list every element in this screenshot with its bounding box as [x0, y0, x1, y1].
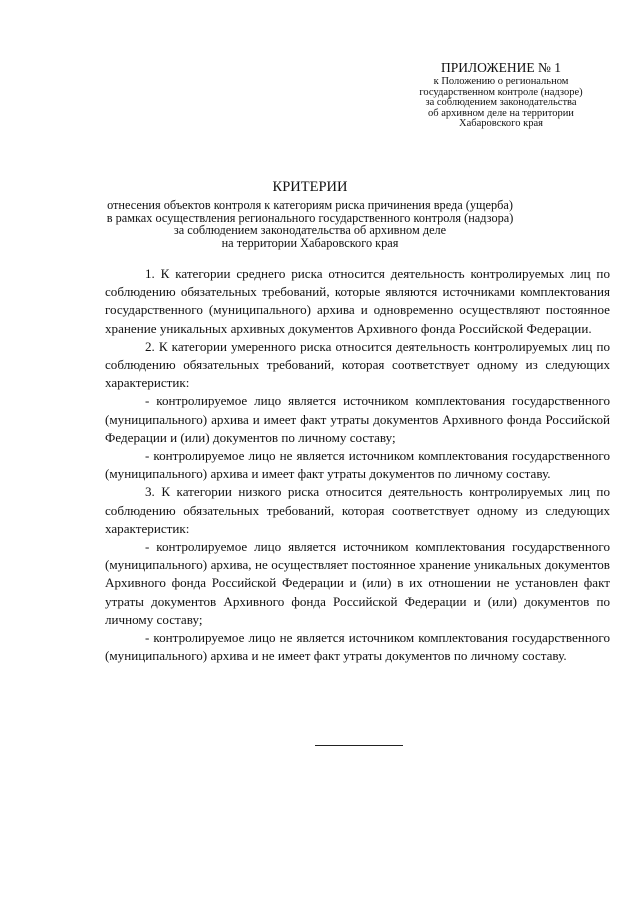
- end-divider: [315, 745, 403, 746]
- paragraph-item-3: 3. К категории низкого риска относится деятельность контролируемых лиц по соблюдению обязательных требований, которая соответствует одному из следующих характеристик:: [105, 484, 610, 536]
- appendix-title: ПРИЛОЖЕНИЕ № 1: [440, 60, 562, 75]
- appendix-line: за соблюдением законодательства: [425, 97, 577, 109]
- appendix-line: к Положению о региональном: [433, 76, 569, 87]
- subtitle-line: на территории Хабаровского края: [221, 235, 399, 250]
- paragraph-subitem: - контролируемое лицо не является источником комплектования государственного (муниципального) архива и имеет факт утраты документов по личному составу.: [105, 448, 610, 482]
- paragraph-subitem: - контролируемое лицо является источником комплектования государственного (муниципального) архива и имеет факт утраты документов Архивного фонда Российской Федерации и (или) документов по личному составу;: [105, 393, 610, 445]
- document-subtitle: [80, 199, 540, 249]
- appendix-line: об архивном деле на территории: [428, 107, 574, 119]
- appendix-line: государственном контроле (надзоре): [419, 86, 583, 98]
- appendix-block: [396, 60, 606, 130]
- paragraph-subitem: - контролируемое лицо не является источником комплектования государственного (муниципального) архива и не имеет факт утраты документов по личному составу.: [105, 630, 610, 664]
- document-body: [105, 265, 610, 665]
- paragraph-item-1: 1. К категории среднего риска относится деятельность контролируемых лиц по соблюдению обязательных требований, которые являются источниками комплектования государственного (муниципального) архива и одновременно осуществляют постоянное хранение уникальных архивных документов Архивного фонда Российской Федерации.: [105, 266, 610, 336]
- document-title: КРИТЕРИИ: [272, 179, 348, 195]
- subtitle-line: в рамках осуществления регионального государственного контроля (надзора): [106, 210, 514, 225]
- subtitle-line: отнесения объектов контроля к категориям риска причинения вреда (ущерба): [107, 198, 513, 212]
- paragraph-subitem: - контролируемое лицо является источником комплектования государственного (муниципального) архива, не осуществляет постоянное хранение уникальных документов Архивного фонда Российской Федерации и (или) в их отношении не установлен факт утраты документов Архивного фонда Российской Федерации и (или) документов по личному составу;: [105, 539, 610, 627]
- paragraph-item-2: 2. К категории умеренного риска относится деятельность контролируемых лиц по соблюдению обязательных требований, которая соответствует одному из следующих характеристик:: [105, 338, 610, 391]
- appendix-line: Хабаровского края: [459, 118, 543, 130]
- subtitle-line: за соблюдением законодательства об архивном деле: [173, 223, 447, 238]
